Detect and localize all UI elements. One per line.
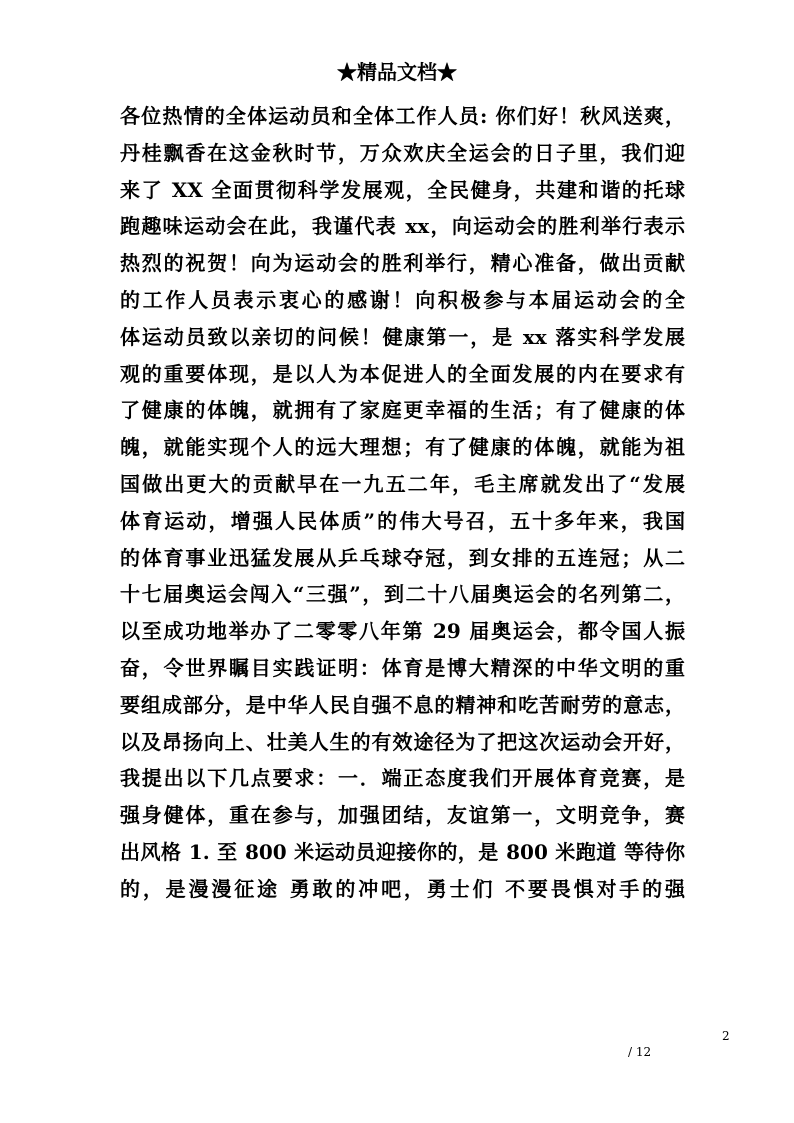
body-line: 出风格 1. 至 800 米运动员迎接你的，是 800 米跑道 等待你 <box>120 839 685 864</box>
body-line: 国做出更大的贡献早在一九五二年，毛主席就发出了“发展 <box>120 471 685 496</box>
body-line: 丹桂飘香在这金秋时节，万众欢庆全运会的日子里，我们迎 <box>120 140 685 165</box>
body-line: 的体育事业迅猛发展从乒乓球夺冠，到女排的五连冠；从二 <box>120 545 685 570</box>
document-header-title: ★精品文档★ <box>337 60 457 84</box>
body-line: 体运动员致以亲切的问候！健康第一，是 xx 落实科学发展 <box>120 324 685 349</box>
body-line: 各位热情的全体运动员和全体工作人员: 你们好！秋风送爽， <box>120 104 685 128</box>
body-line: 要组成部分，是中华人民自强不息的精神和吃苦耐劳的意志， <box>120 692 685 717</box>
body-line: 了健康的体魄，就拥有了家庭更幸福的生活；有了健康的体 <box>120 398 685 423</box>
body-line: 来了 XX 全面贯彻科学发展观，全民健身，共建和谐的托球 <box>120 177 685 202</box>
body-line: 以及昂扬向上、壮美人生的有效途径为了把这次运动会开好， <box>120 729 685 754</box>
body-line: 魄，就能实现个人的远大理想；有了健康的体魄，就能为祖 <box>120 435 685 460</box>
body-line: 热烈的祝贺！向为运动会的胜利举行，精心准备，做出贡献 <box>120 251 685 276</box>
body-line: 跑趣味运动会在此，我谨代表 xx，向运动会的胜利举行表示 <box>120 214 685 239</box>
document-body <box>120 98 685 908</box>
body-line: 的工作人员表示衷心的感谢！向积极参与本届运动会的全 <box>120 287 685 312</box>
body-line: 我提出以下几点要求：一．端正态度我们开展体育竞赛，是 <box>120 766 685 791</box>
body-line: 奋，令世界瞩目实践证明：体育是博大精深的中华文明的重 <box>120 655 685 680</box>
body-line: 强身健体，重在参与，加强团结，友谊第一，文明竞争，赛 <box>120 803 685 828</box>
body-line: 以至成功地举办了二零零八年第 29 届奥运会，都令国人振 <box>120 619 685 644</box>
page-total: / 12 <box>628 1045 652 1059</box>
page-number: 2 <box>722 1029 730 1043</box>
body-line: 体育运动，增强人民体质”的伟大号召，五十多年来，我国 <box>120 508 685 533</box>
body-line: 观的重要体现，是以人为本促进人的全面发展的内在要求有 <box>120 361 685 386</box>
body-line: 十七届奥运会闯入“三强”，到二十八届奥运会的名列第二， <box>120 582 685 607</box>
body-line: 的，是漫漫征途 勇敢的冲吧，勇士们 不要畏惧对手的强 <box>120 876 685 901</box>
